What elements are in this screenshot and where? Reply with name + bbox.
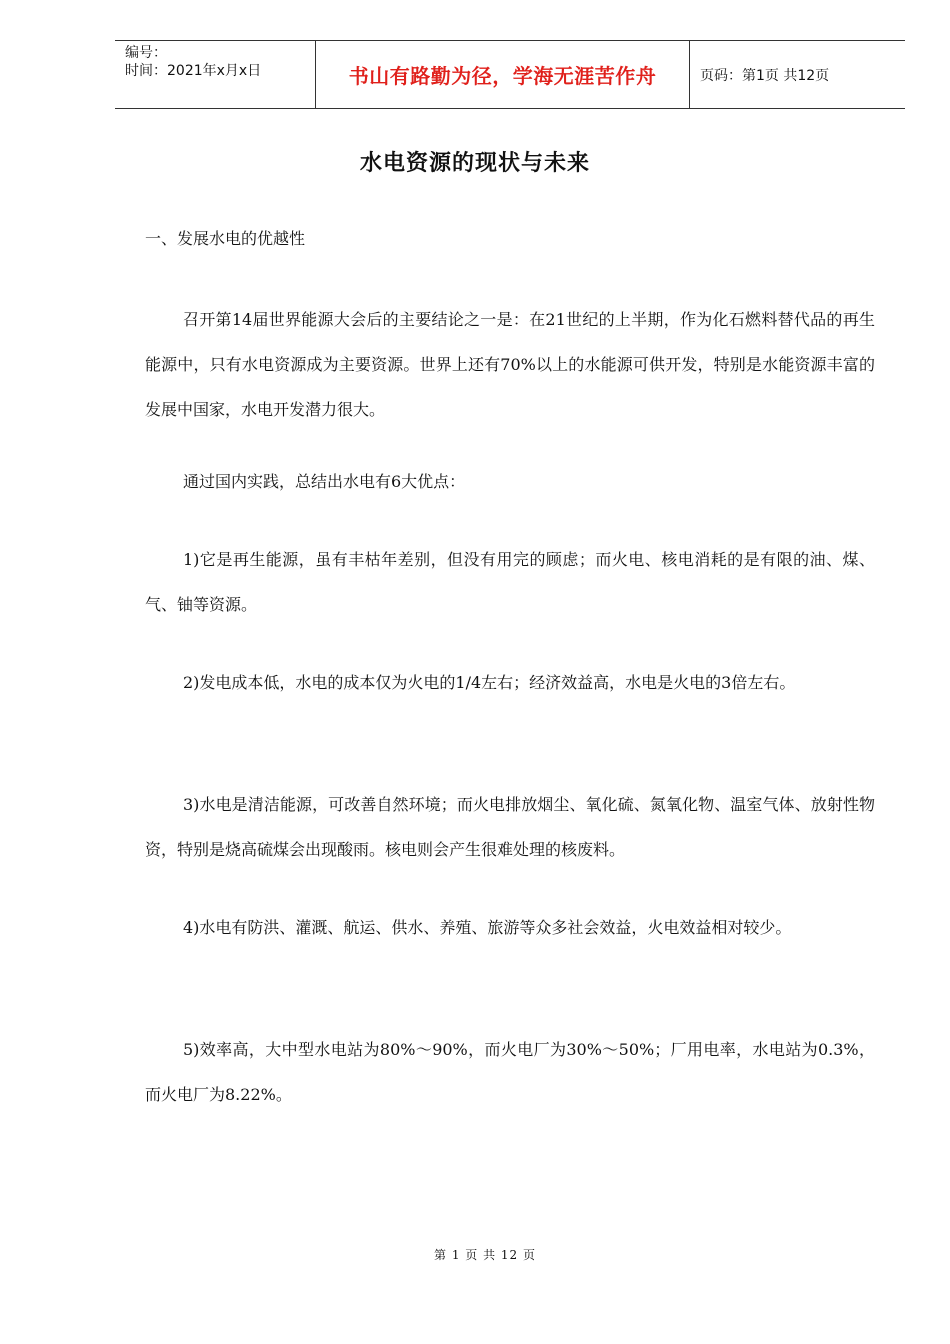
document-header (115, 40, 905, 109)
header-motto-cell (316, 41, 690, 108)
paragraph-summary: 通过国内实践，总结出水电有6大优点： (183, 472, 466, 491)
paragraph-advantage-5: 5)效率高，大中型水电站为80%～90%，而火电厂为30%～50%；厂用电率，水电站为0.3%，而火电厂为8.22%。 (145, 1040, 875, 1104)
paragraph-advantage-4: 4)水电有防洪、灌溉、航运、供水、养殖、旅游等众多社会效益，火电效益相对较少。 (183, 918, 792, 937)
section-heading: 一、发展水电的优越性 (145, 229, 306, 248)
document-title: 水电资源的现状与未来 (359, 151, 590, 176)
paragraph-advantage-1: 1)它是再生能源，虽有丰枯年差别，但没有用完的顾虑；而火电、核电消耗的是有限的油、煤、气、铀等资源。 (145, 550, 875, 614)
serial-number-label: 编号： (125, 45, 167, 61)
motto-text: 书山有路勤为径，学海无涯苦作舟 (348, 64, 657, 88)
paragraph-advantage-2: 2)发电成本低，水电的成本仅为火电的1/4左右；经济效益高，水电是火电的3倍左右。 (183, 673, 796, 692)
paragraph-conclusion: 召开第14届世界能源大会后的主要结论之一是：在21世纪的上半期，作为化石燃料替代品的再生能源中，只有水电资源成为主要资源。世界上还有70%以上的水能源可供开发，特别是水能资源丰富的发展中国家，水电开发潜力很大。 (145, 310, 875, 419)
page-info: 页码：第1页 共12页 (700, 67, 830, 84)
date-label: 时间：2021年x月x日 (125, 63, 262, 79)
header-page-cell (690, 41, 905, 108)
page-footer: 第 1 页 共 12 页 (434, 1248, 536, 1262)
header-meta-cell (115, 41, 316, 108)
paragraph-advantage-3: 3)水电是清洁能源，可改善自然环境；而火电排放烟尘、氧化硫、氮氧化物、温室气体、放射性物资，特别是烧高硫煤会出现酸雨。核电则会产生很难处理的核废料。 (145, 795, 875, 859)
